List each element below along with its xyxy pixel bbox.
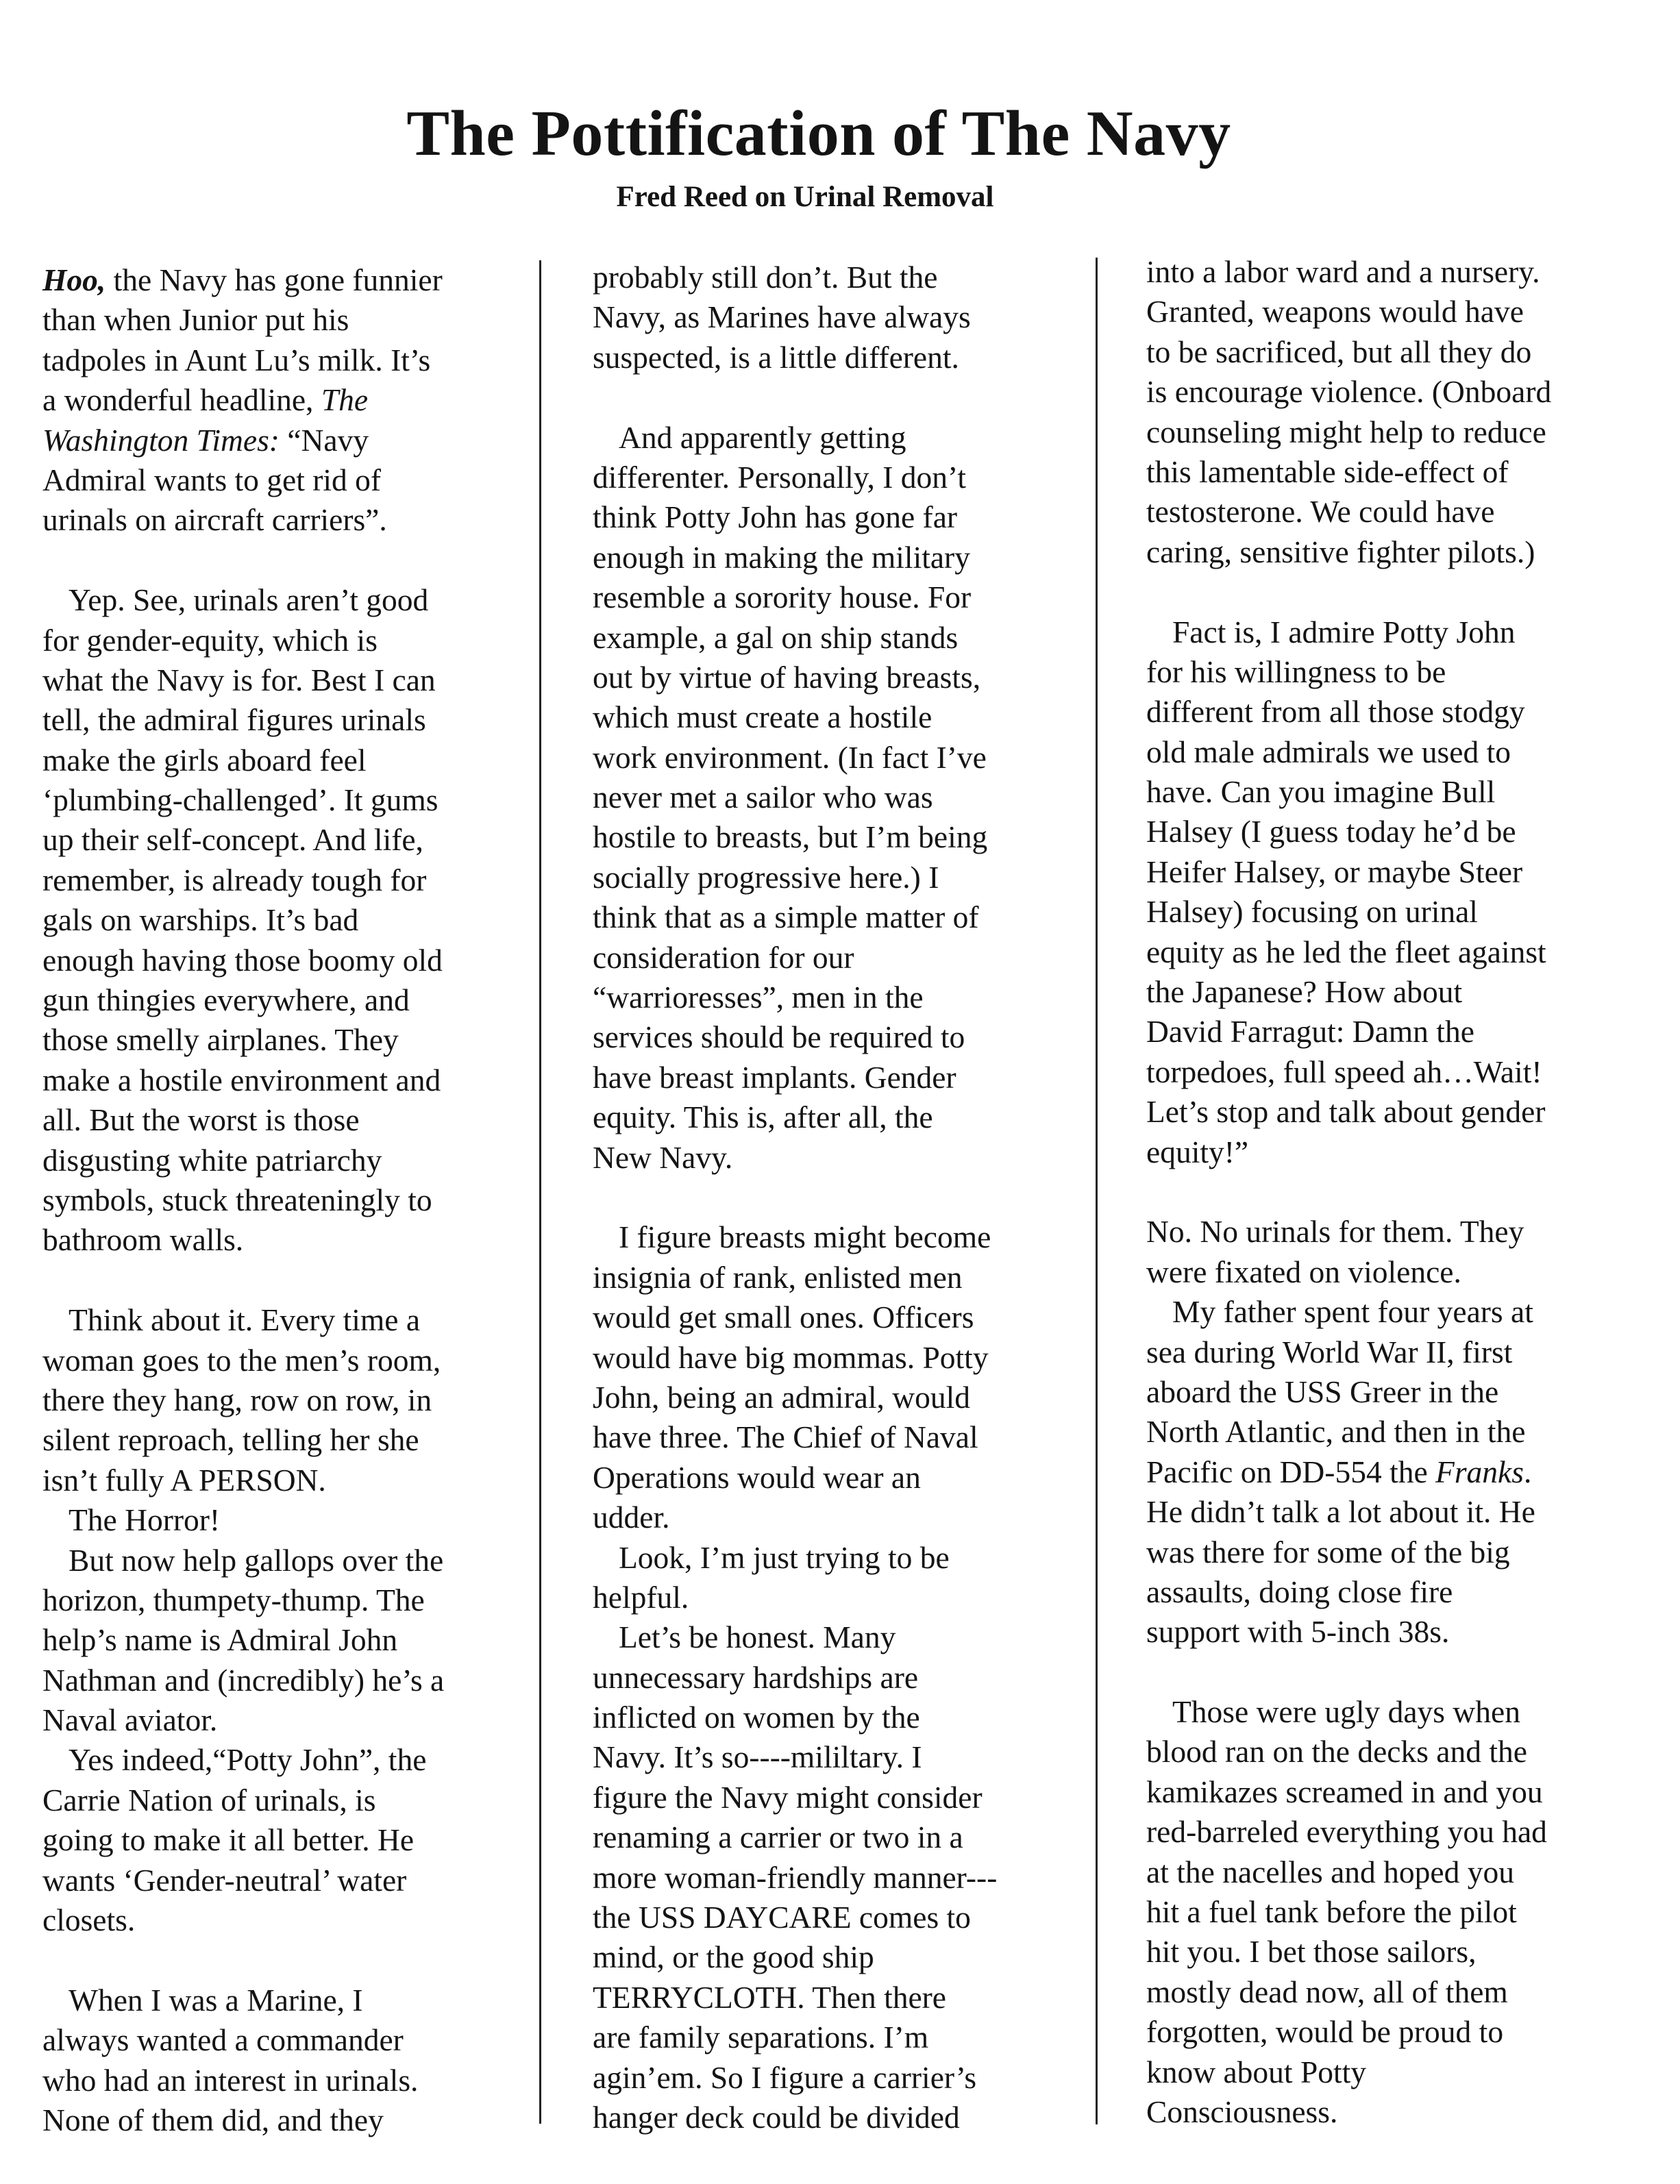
text-line	[593, 1817, 1072, 1857]
line-text: than when Junior put his	[42, 302, 349, 338]
text-line	[593, 778, 1072, 817]
text-line	[1146, 612, 1626, 652]
line-text: more woman-friendly manner---	[593, 1859, 998, 1895]
text-line	[42, 741, 522, 780]
text-line	[593, 1298, 1072, 1337]
text-line	[1146, 1812, 1626, 1852]
line-text: Pacific on DD-554 the	[1146, 1454, 1436, 1489]
text-line	[42, 1580, 522, 1620]
line-text: a wonderful headline,	[42, 382, 321, 418]
text-line	[593, 1138, 1072, 1178]
line-text: When I was a Marine, I	[69, 1982, 363, 2018]
line-text: isn’t fully A PERSON.	[42, 1462, 326, 1498]
text-line	[593, 418, 1072, 458]
line-text: kamikazes screamed in and you	[1146, 1774, 1543, 1809]
text-line	[593, 1058, 1072, 1097]
line-text: insignia of rank, enlisted men	[593, 1259, 963, 1295]
line-text: ‘plumbing-challenged’. It gums	[42, 782, 438, 818]
text-line	[593, 297, 1072, 337]
text-line	[1146, 1732, 1626, 1772]
text-line	[42, 1861, 522, 1900]
text-line	[1146, 1612, 1626, 1652]
text-line	[1146, 1092, 1626, 1132]
line-text: mostly dead now, all of them	[1146, 1974, 1508, 2009]
line-text: No. No urinals for them. They	[1146, 1214, 1524, 1250]
text-line	[1146, 1412, 1626, 1452]
line-text: inflicted on women by the	[593, 1700, 920, 1735]
text-line	[42, 1180, 522, 1220]
line-text: never met a sailor who was	[593, 780, 933, 815]
line-text: make the girls aboard feel	[42, 742, 367, 778]
text-line	[593, 817, 1072, 857]
line-text: resemble a sorority house. For	[593, 580, 972, 615]
line-text: all. But the worst is those	[42, 1102, 360, 1138]
line-text: And apparently getting	[619, 419, 906, 455]
line-text: disgusting white patriarchy	[42, 1142, 382, 1178]
text-line	[1146, 292, 1626, 332]
line-text: renaming a carrier or two in a	[593, 1820, 963, 1855]
line-text: bathroom walls.	[42, 1222, 244, 1258]
line-text: gun thingies everywhere, and	[42, 982, 410, 1018]
italic-title: Franks	[1435, 1454, 1524, 1489]
line-text: testosterone. We could have	[1146, 494, 1495, 530]
line-text: Consciousness.	[1146, 2094, 1338, 2129]
line-text: support with 5-inch 38s.	[1146, 1614, 1450, 1650]
line-text: is encourage violence. (Onboard	[1146, 374, 1552, 410]
text-line	[593, 938, 1072, 978]
line-text: Yes indeed,“Potty John”, the	[69, 1742, 427, 1778]
line-text: TERRYCLOTH. Then there	[593, 1979, 947, 2015]
line-text: Navy, as Marines have always	[593, 299, 971, 335]
text-line	[1146, 1532, 1626, 1572]
line-text: closets.	[42, 1902, 136, 1938]
text-line	[1146, 772, 1626, 812]
text-line	[593, 858, 1072, 897]
article-column-2	[593, 258, 1072, 2137]
text-line	[42, 1780, 522, 1820]
text-line	[42, 1100, 522, 1140]
text-line	[1146, 1492, 1626, 1532]
text-line	[593, 1378, 1072, 1417]
line-text: The Horror!	[69, 1502, 221, 1538]
paragraph-break	[1146, 1652, 1626, 1692]
line-text: Yep. See, urinals aren’t good	[69, 582, 429, 618]
text-line	[1146, 372, 1626, 412]
text-line	[593, 897, 1072, 937]
text-line	[593, 458, 1072, 497]
line-text: at the nacelles and hoped you	[1146, 1854, 1514, 1889]
text-line	[42, 820, 522, 860]
text-line	[42, 1700, 522, 1740]
text-line	[1146, 732, 1626, 772]
text-line	[593, 497, 1072, 537]
text-line	[593, 1017, 1072, 1057]
line-text: Think about it. Every time a	[69, 1302, 421, 1338]
article-title: The Pottification of The Navy	[406, 98, 1231, 169]
line-text: torpedoes, full speed ah…Wait!	[1146, 1054, 1542, 1089]
text-line	[42, 860, 522, 900]
text-line	[1146, 1692, 1626, 1732]
text-line	[1146, 1892, 1626, 1932]
text-line	[593, 1737, 1072, 1777]
line-text: enough in making the military	[593, 539, 970, 575]
line-text: who had an interest in urinals.	[42, 2062, 419, 2098]
line-text: Carrie Nation of urinals, is	[42, 1782, 376, 1817]
line-text: would get small ones. Officers	[593, 1300, 974, 1335]
text-line	[42, 340, 522, 380]
line-text: help’s name is Admiral John	[42, 1622, 398, 1658]
line-text: up their self-concept. And life,	[42, 822, 423, 858]
line-text: were fixated on violence.	[1146, 1254, 1461, 1289]
line-text: “Navy	[279, 422, 369, 458]
text-line	[593, 1217, 1072, 1257]
text-line	[1146, 1012, 1626, 1052]
line-text: have. Can you imagine Bull	[1146, 774, 1496, 810]
line-text: David Farragut: Damn the	[1146, 1014, 1474, 1050]
text-line	[42, 980, 522, 1020]
line-text: always wanted a commander	[42, 2022, 404, 2058]
paragraph-break	[1146, 572, 1626, 612]
line-text: Nathman and (incredibly) he’s a	[42, 1662, 445, 1698]
line-text: equity!”	[1146, 1134, 1249, 1169]
text-line	[1146, 1972, 1626, 2012]
text-line	[1146, 652, 1626, 692]
line-text: sea during World War II, first	[1146, 1334, 1513, 1369]
text-line	[1146, 1452, 1626, 1492]
article-column-1	[42, 260, 522, 2140]
text-line	[1146, 1572, 1626, 1612]
line-text: are family separations. I’m	[593, 2020, 929, 2055]
line-text: tadpoles in Aunt Lu’s milk. It’s	[42, 342, 431, 377]
line-text: work environment. (In fact I’ve	[593, 739, 987, 775]
text-line	[42, 660, 522, 700]
text-line	[42, 1380, 522, 1420]
text-line	[42, 1620, 522, 1660]
text-line	[593, 697, 1072, 737]
text-line	[1146, 852, 1626, 892]
line-text: Halsey (I guess today he’d be	[1146, 814, 1516, 849]
text-line	[593, 1417, 1072, 1457]
line-text: Let’s be honest. Many	[619, 1620, 896, 1655]
line-text: remember, is already tough for	[42, 862, 427, 897]
line-text: suspected, is a little different.	[593, 339, 959, 375]
text-line	[1146, 2012, 1626, 2052]
paragraph-break	[42, 541, 522, 580]
text-line	[42, 1900, 522, 1940]
line-text: John, being an admiral, would	[593, 1379, 970, 1415]
text-line	[42, 621, 522, 660]
text-line	[593, 578, 1072, 617]
text-line	[42, 1461, 522, 1500]
text-line	[1146, 1252, 1626, 1292]
text-line	[593, 658, 1072, 697]
line-text: hit you. I bet those sailors,	[1146, 1934, 1477, 1970]
line-text: the USS DAYCARE comes to	[593, 1900, 971, 1935]
text-line	[42, 1661, 522, 1700]
line-text: Look, I’m just trying to be	[619, 1539, 950, 1575]
line-text: think Potty John has gone far	[593, 499, 958, 535]
line-text: probably still don’t. But the	[593, 260, 938, 295]
line-text: “warrioresses”, men in the	[593, 980, 924, 1015]
line-text: But now help gallops over the	[69, 1542, 444, 1578]
paragraph-break	[1146, 1172, 1626, 1212]
line-text: for gender-equity, which is	[42, 622, 378, 658]
line-text: wants ‘Gender-neutral’ water	[42, 1862, 407, 1898]
line-tail: .	[1523, 1454, 1532, 1489]
text-line	[1146, 1292, 1626, 1332]
line-text: know about Potty	[1146, 2054, 1367, 2089]
text-line	[42, 900, 522, 940]
text-line	[42, 1820, 522, 1860]
column-divider	[539, 260, 541, 2124]
line-text: this lamentable side-effect of	[1146, 454, 1509, 489]
line-text: differenter. Personally, I don’t	[593, 459, 967, 495]
line-text: for his willingness to be	[1146, 654, 1446, 689]
text-line	[593, 1458, 1072, 1498]
line-text: different from all those stodgy	[1146, 694, 1525, 730]
text-line	[1146, 1772, 1626, 1812]
line-text: mind, or the good ship	[593, 1939, 874, 1975]
line-text: aboard the USS Greer in the	[1146, 1374, 1499, 1409]
line-text: services should be required to	[593, 1019, 965, 1055]
line-text: horizon, thumpety-thump. The	[42, 1582, 425, 1617]
line-text: North Atlantic, and then in the	[1146, 1414, 1526, 1450]
text-line	[1146, 1932, 1626, 1972]
text-line	[1146, 1372, 1626, 1412]
text-line	[593, 338, 1072, 377]
line-text: figure the Navy might consider	[593, 1779, 983, 1815]
text-line	[1146, 2092, 1626, 2132]
text-line	[593, 1937, 1072, 1977]
text-line	[1146, 492, 1626, 532]
line-text: have breast implants. Gender	[593, 1059, 956, 1095]
line-text: Navy. It’s so----mililtary. I	[593, 1739, 922, 1775]
line-text: symbols, stuck threateningly to	[42, 1182, 432, 1217]
text-line	[1146, 2052, 1626, 2092]
text-line	[593, 738, 1072, 778]
text-line	[593, 978, 1072, 1017]
line-text: Let’s stop and talk about gender	[1146, 1094, 1546, 1130]
text-line	[42, 1500, 522, 1540]
line-text: old male admirals we used to	[1146, 734, 1511, 769]
line-text: enough having those boomy old	[42, 942, 443, 978]
column-divider	[1096, 258, 1098, 2124]
line-text: gals on warships. It’s bad	[42, 902, 359, 938]
text-line	[593, 1097, 1072, 1137]
line-text: those smelly airplanes. They	[42, 1022, 399, 1058]
line-text: assaults, doing close fire	[1146, 1574, 1453, 1609]
text-line	[42, 380, 522, 420]
text-line	[1146, 332, 1626, 372]
line-text: counseling might help to reduce	[1146, 414, 1546, 449]
line-text: hostile to breasts, but I’m being	[593, 819, 988, 855]
text-line	[42, 260, 522, 300]
text-line	[1146, 252, 1626, 292]
line-text: Naval aviator.	[42, 1702, 218, 1738]
line-text: what the Navy is for. Best I can	[42, 662, 436, 697]
text-line	[1146, 692, 1626, 732]
line-text: the Navy has gone funnier	[106, 262, 443, 297]
line-text: Granted, weapons would have	[1146, 294, 1524, 330]
line-text: out by virtue of having breasts,	[593, 659, 981, 695]
line-text: urinals on aircraft carriers”.	[42, 502, 387, 538]
text-line	[42, 1220, 522, 1260]
text-line	[1146, 412, 1626, 452]
line-text: red-barreled everything you had	[1146, 1814, 1547, 1850]
line-text: blood ran on the decks and the	[1146, 1734, 1527, 1770]
line-text: forgotten, would be proud to	[1146, 2014, 1504, 2050]
line-text: consideration for our	[593, 939, 854, 975]
line-text: udder.	[593, 1500, 670, 1535]
line-text: example, a gal on ship stands	[593, 619, 959, 655]
line-text: Operations would wear an	[593, 1459, 921, 1495]
line-text: into a labor ward and a nursery.	[1146, 254, 1540, 289]
line-text: Heifer Halsey, or maybe Steer	[1146, 854, 1523, 889]
text-line	[1146, 1132, 1626, 1172]
text-line	[1146, 532, 1626, 572]
italic-title: Washington Times:	[42, 422, 280, 458]
paragraph-break	[593, 377, 1072, 417]
line-text: New Navy.	[593, 1139, 733, 1175]
line-text: silent reproach, telling her she	[42, 1422, 419, 1458]
text-line	[1146, 452, 1626, 492]
text-line	[593, 1498, 1072, 1537]
text-line	[593, 618, 1072, 658]
line-text: have three. The Chief of Naval	[593, 1419, 978, 1455]
line-text: Halsey) focusing on urinal	[1146, 894, 1478, 930]
text-line	[42, 780, 522, 820]
text-line	[1146, 1852, 1626, 1892]
text-line	[1146, 972, 1626, 1012]
line-text: make a hostile environment and	[42, 1062, 441, 1097]
line-text: which must create a hostile	[593, 699, 932, 735]
text-line	[593, 1258, 1072, 1298]
line-text: None of them did, and they	[42, 2102, 384, 2137]
line-text: hit a fuel tank before the pilot	[1146, 1894, 1517, 1930]
line-text: Admiral wants to get rid of	[42, 462, 382, 497]
line-text: Those were ugly days when	[1172, 1694, 1520, 1730]
text-line	[593, 1617, 1072, 1657]
text-line	[42, 500, 522, 540]
text-line	[42, 2020, 522, 2060]
line-text: to be sacrificed, but all they do	[1146, 334, 1532, 369]
text-line	[1146, 932, 1626, 972]
line-text: tell, the admiral figures urinals	[42, 702, 426, 738]
text-line	[593, 1658, 1072, 1698]
text-line	[1146, 1332, 1626, 1372]
text-line	[42, 1020, 522, 1060]
text-line	[42, 580, 522, 620]
text-line	[593, 1858, 1072, 1898]
line-text: there they hang, row on row, in	[42, 1382, 432, 1417]
text-line	[42, 1981, 522, 2020]
line-text: He didn’t talk a lot about it. He	[1146, 1494, 1535, 1530]
line-text: was there for some of the big	[1146, 1534, 1510, 1569]
line-text: woman goes to the men’s room,	[42, 1342, 441, 1378]
line-text: going to make it all better. He	[42, 1822, 415, 1858]
text-line	[42, 421, 522, 460]
italic-title: The	[321, 382, 369, 418]
text-line	[1146, 812, 1626, 852]
article-subtitle: Fred Reed on Urinal Removal	[616, 181, 994, 213]
text-line	[42, 1300, 522, 1340]
text-line	[593, 1698, 1072, 1737]
line-text: equity. This is, after all, the	[593, 1100, 933, 1135]
article-column-3	[1146, 252, 1626, 2132]
text-line	[593, 2098, 1072, 2137]
line-text: My father spent four years at	[1172, 1294, 1533, 1330]
text-line	[42, 2100, 522, 2140]
text-line	[42, 1341, 522, 1380]
line-text: Fact is, I admire Potty John	[1172, 614, 1516, 649]
line-text: unnecessary hardships are	[593, 1659, 919, 1695]
paragraph-break	[593, 1178, 1072, 1217]
paragraph-break	[42, 1261, 522, 1300]
paragraph-break	[42, 1940, 522, 1980]
text-line	[42, 1541, 522, 1580]
line-text: agin’em. So I figure a carrier’s	[593, 2059, 977, 2095]
line-text: think that as a simple matter of	[593, 899, 979, 935]
text-line	[593, 538, 1072, 578]
text-line	[593, 2058, 1072, 2098]
text-line	[1146, 1052, 1626, 1092]
line-text: socially progressive here.) I	[593, 859, 939, 895]
text-line	[593, 1978, 1072, 2018]
line-text: I figure breasts might become	[619, 1219, 991, 1255]
line-text: the Japanese? How about	[1146, 974, 1463, 1010]
text-line	[42, 460, 522, 500]
text-line	[42, 2061, 522, 2100]
text-line	[593, 2018, 1072, 2057]
line-text: equity as he led the fleet against	[1146, 934, 1546, 969]
text-line	[593, 1338, 1072, 1378]
text-line	[1146, 1212, 1626, 1252]
text-line	[593, 258, 1072, 297]
text-line	[593, 1778, 1072, 1817]
line-text: helpful.	[593, 1579, 689, 1615]
text-line	[593, 1538, 1072, 1578]
text-line	[1146, 892, 1626, 932]
line-text: would have big mommas. Potty	[593, 1339, 989, 1375]
line-text: caring, sensitive fighter pilots.)	[1146, 534, 1535, 569]
text-line	[42, 1420, 522, 1460]
text-line	[42, 941, 522, 980]
text-line	[42, 1141, 522, 1180]
text-line	[42, 300, 522, 340]
text-line	[42, 700, 522, 740]
text-line	[593, 1578, 1072, 1617]
text-line	[42, 1060, 522, 1100]
text-line	[593, 1898, 1072, 1937]
line-text: hanger deck could be divided	[593, 2099, 960, 2135]
text-line	[42, 1740, 522, 1780]
lead-word: Hoo,	[42, 262, 106, 297]
